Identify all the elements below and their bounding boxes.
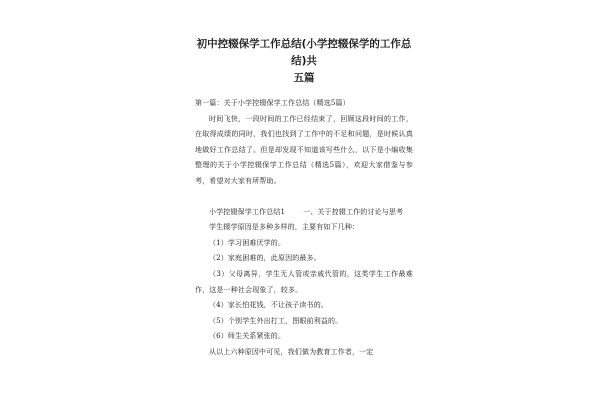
reason-item-1: （1）学习困难厌学的。 [209,238,286,247]
summary-title: 小学控辍保学工作总结1 [209,207,286,216]
intro-paragraph: 时间飞快，一段时间的工作已经结束了，回顾这段时间的工作，在取得成绩的同时，我们也找到了工作中的不足和问题，是时候认真地做好工作总结了。但是却发现不知道该写些什么，以下是小编收集整理的关于小学控辍保学工作总结（精选5篇），欢迎大家借鉴与参考，希望对大家有所帮助。 [195,114,413,185]
document-title [189,36,419,87]
conclusion-paragraph: 从以上六种原因中可见，我们做为教育工作者，一定 [209,347,374,356]
document-title-line-2: 五篇 [293,72,315,84]
reason-item-6: （6）师生关系紧张的。 [209,332,286,341]
document-body [195,96,413,361]
paragraph-spacer [195,190,413,205]
reasons-intro: 学生辍学原因是多种多样的，主要有如下几种： [209,223,360,232]
document-title-line-1: 初中控辍保学工作总结(小学控辍保学的工作总结)共 [196,38,412,67]
summary-heading [195,205,413,221]
reason-item-2: （2）家庭困难的，此原因的最多。 [209,254,321,263]
reason-item-3: （3）父母离异，学生无人管或亲戚代管的，这类学生工作最难作，这是一种社会现象了，较多。 [195,269,413,294]
reason-item-4: （4）家长怕花钱，不让孩子读书的。 [209,301,329,310]
summary-subtitle: 一、关于控辍工作的讨论与思考 [303,207,404,216]
reason-item-5: （5）个别学生外出打工，图眼前利益的。 [209,316,343,325]
document-page [195,36,413,361]
section-heading: 第一篇：关于小学控辍保学工作总结（精选5篇） [195,99,350,107]
